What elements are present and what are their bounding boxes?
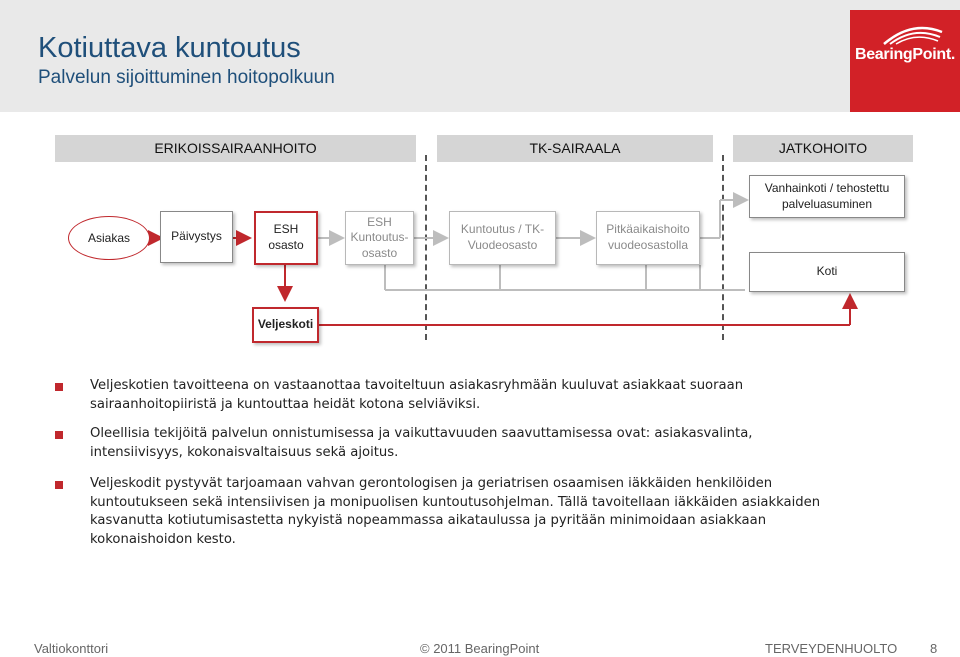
band-jatkohoito: JATKOHOITO bbox=[733, 135, 913, 162]
node-veljeskoti-label: Veljeskoti bbox=[257, 317, 314, 332]
node-label-line: osasto bbox=[268, 238, 304, 252]
node-koti-label: Koti bbox=[816, 264, 838, 279]
bullet-text-2 bbox=[90, 425, 910, 462]
node-veljeskoti bbox=[252, 307, 319, 343]
bullet-marker bbox=[55, 431, 63, 439]
node-asiakas bbox=[68, 216, 150, 260]
node-label-line: osasto bbox=[361, 245, 398, 260]
bullet-line: kasvanutta kotiutumisastetta nykyistä nopeammassa aikataulussa ja pyritään minimoidaan asiakkaan bbox=[90, 513, 767, 528]
node-label-line: ESH bbox=[273, 222, 299, 237]
node-vanhainkoti bbox=[749, 175, 905, 218]
node-esh-osasto bbox=[254, 211, 318, 265]
footer-client: Valtiokonttori bbox=[34, 641, 109, 656]
node-asiakas-label: Asiakas bbox=[87, 231, 131, 245]
node-label-line: Kuntoutus / TK- bbox=[460, 222, 545, 237]
node-label-line: ESH bbox=[367, 214, 392, 229]
node-label-line: Pitkäaikaishoito bbox=[606, 222, 690, 237]
node-label-line: vuodeosastolla bbox=[607, 238, 689, 252]
band-tk-sairaala: TK-SAIRAALA bbox=[437, 135, 713, 162]
node-label-line: palveluasuminen bbox=[781, 196, 873, 211]
bullet-line: kuntoutukseen sekä intensiivisen ja monipuolisen kuntoutusohjelman. Tällä tavoitellaan iäkkäiden asiakkaiden bbox=[90, 494, 821, 510]
bullet-marker bbox=[55, 383, 63, 391]
footer-copyright: © 2011 BearingPoint bbox=[420, 641, 540, 656]
bullet-text-1 bbox=[90, 377, 910, 414]
node-label-line: Vuodeosasto bbox=[467, 238, 538, 252]
node-paivystys bbox=[160, 211, 233, 263]
slide-title: Kotiuttava kuntoutus bbox=[38, 32, 301, 64]
slide-subtitle: Palvelun sijoittuminen hoitopolkuun bbox=[38, 67, 335, 88]
bullet-line: Veljeskodit pystyvät tarjoamaan vahvan gerontologisen ja geriatrisen osaamisen iäkkäiden henkilöiden bbox=[90, 476, 773, 491]
footer-section: TERVEYDENHUOLTO bbox=[765, 641, 898, 656]
node-kuntoutus-tk bbox=[449, 211, 556, 265]
node-koti bbox=[749, 252, 905, 292]
node-label-line: Kuntoutus- bbox=[350, 230, 409, 245]
node-paivystys-label: Päivystys bbox=[171, 229, 222, 244]
logo-text: BearingPoint. bbox=[854, 46, 956, 63]
band-erikoissairaanhoito: ERIKOISSAIRAANHOITO bbox=[55, 135, 416, 162]
bullet-line: Oleellisia tekijöitä palvelun onnistumisessa ja vaikuttavuuden saavuttamisessa ovat: asiakasvalinta, bbox=[90, 426, 753, 441]
node-label-line: Vanhainkoti / tehostettu bbox=[764, 180, 890, 195]
footer-page-number: 8 bbox=[930, 641, 938, 656]
bullet-line: sairaanhoitopiiristä ja kuntouttaa heidät kotona selviäviksi. bbox=[90, 396, 481, 412]
node-esh-kuntoutusosasto bbox=[345, 211, 414, 265]
bullet-line: Veljeskotien tavoitteena on vastaanottaa tavoiteltuun asiakasryhmään kuuluvat asiakkaat suoraan bbox=[90, 378, 744, 393]
bullet-line: intensiivisyys, kokonaisvaltaisuus sekä ajoitus. bbox=[90, 444, 399, 460]
bullet-marker bbox=[55, 481, 63, 489]
node-pitkaaikaishoito bbox=[596, 211, 700, 265]
bullet-line: kokonaishoidon kesto. bbox=[90, 531, 236, 547]
bullet-text-3 bbox=[90, 475, 910, 549]
